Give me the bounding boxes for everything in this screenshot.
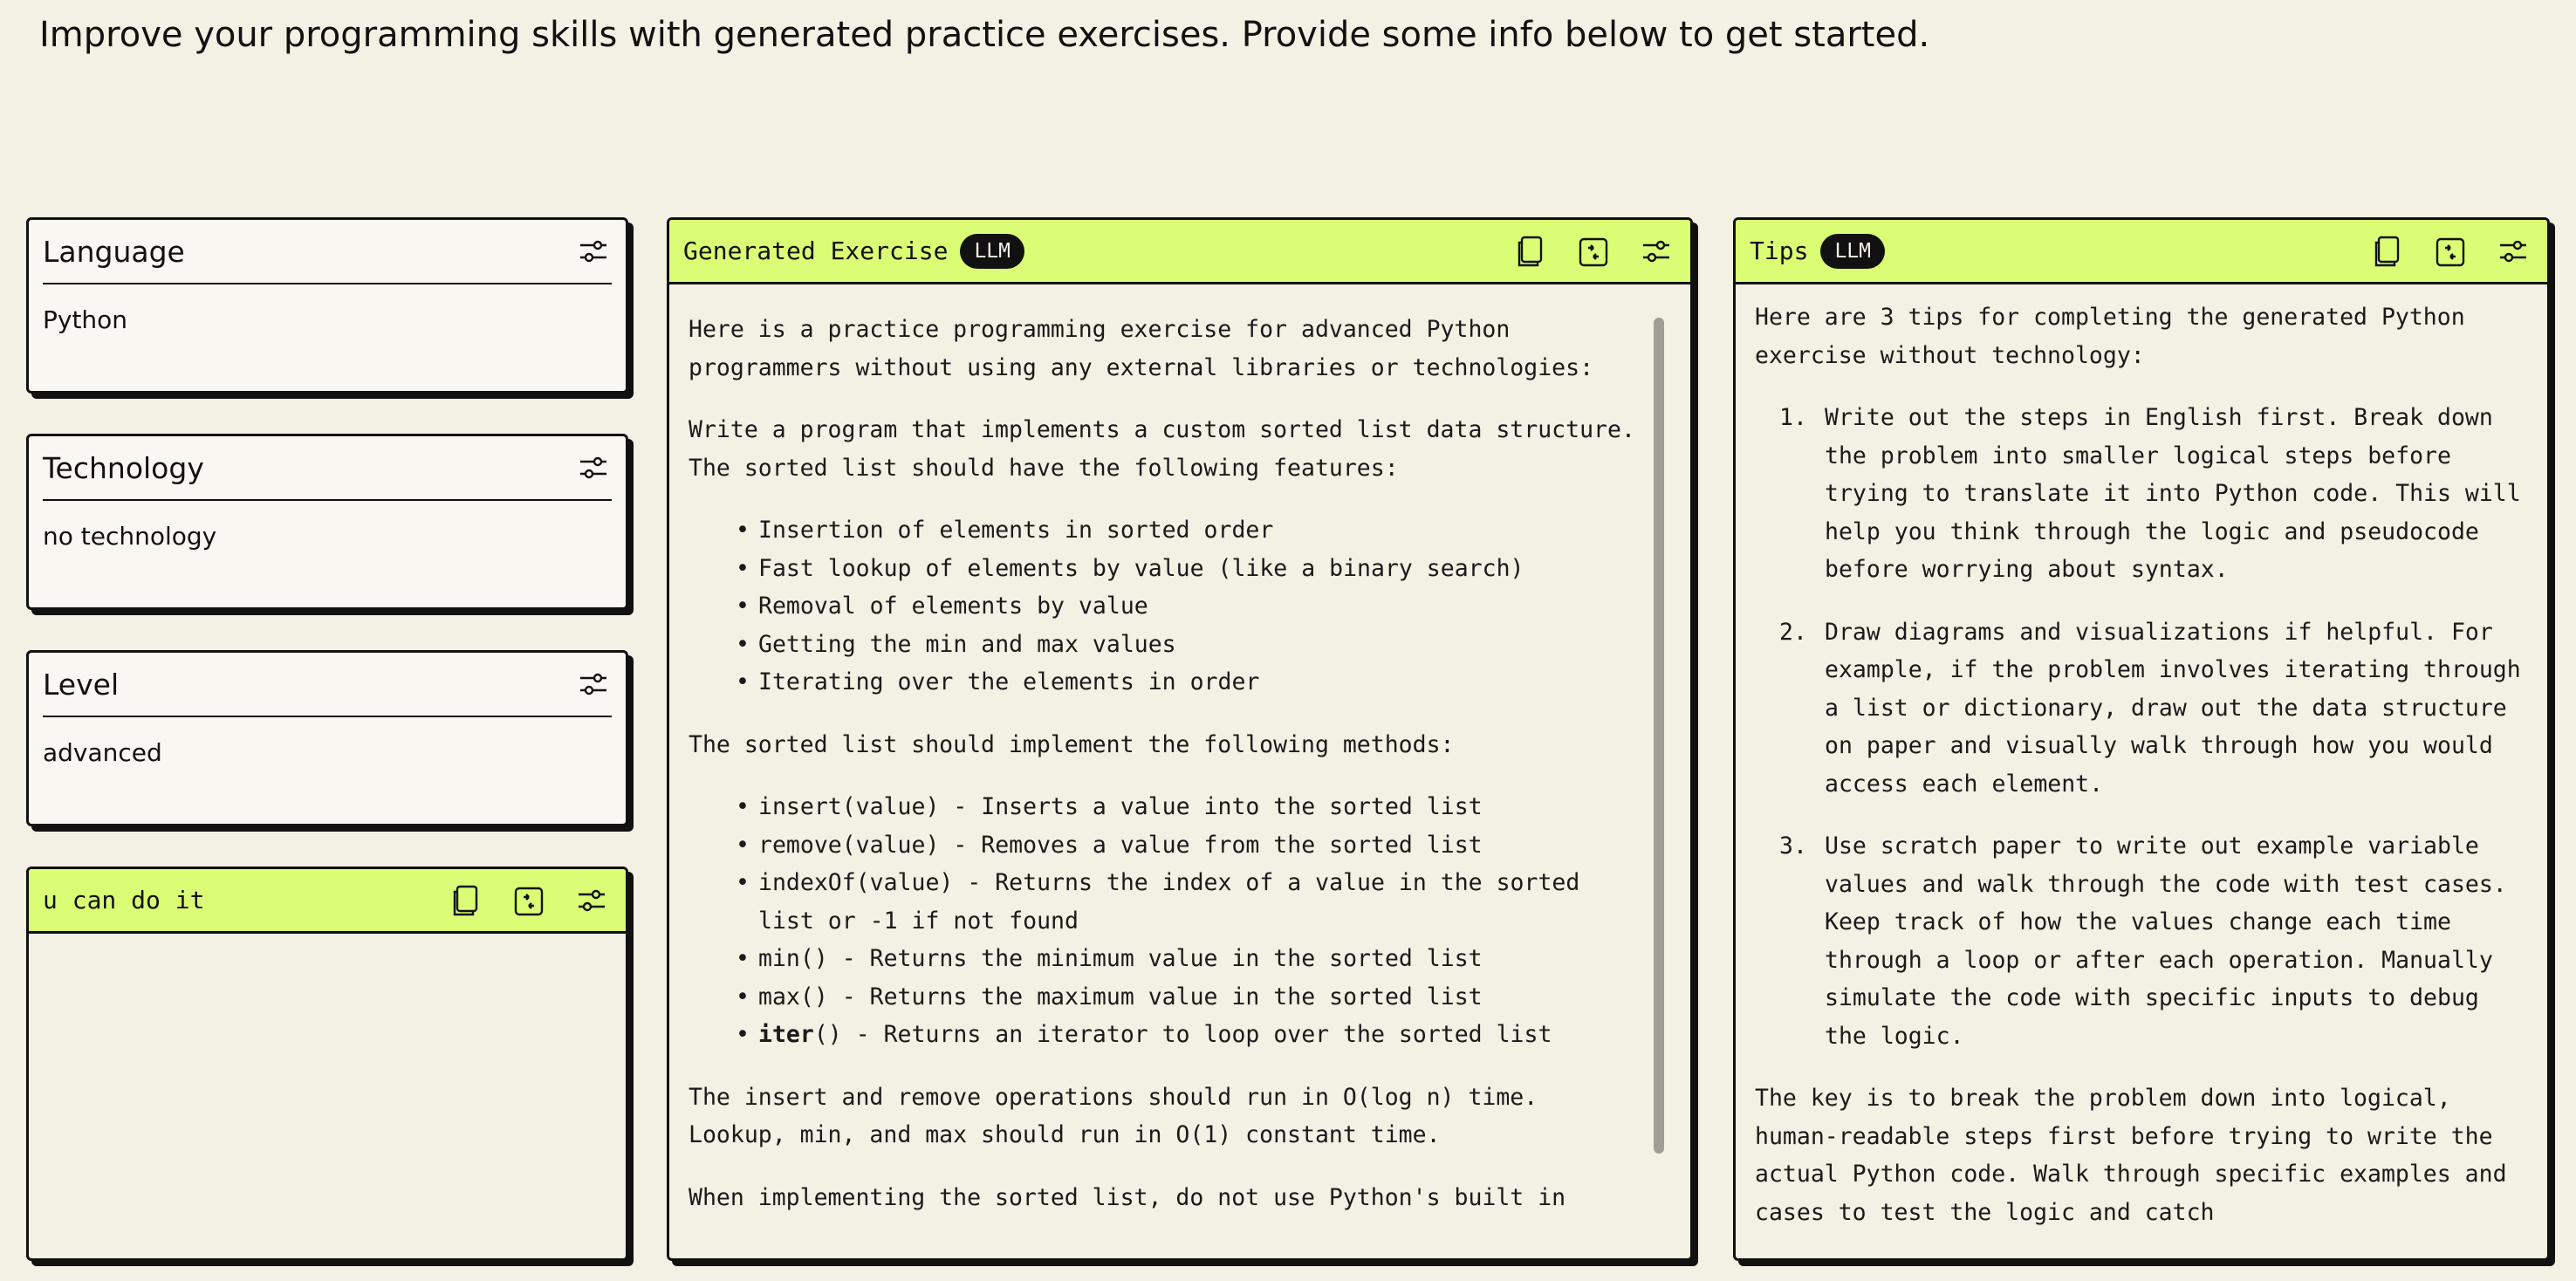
sliders-icon[interactable] <box>575 449 612 486</box>
regenerate-icon[interactable] <box>510 882 547 919</box>
list-item: • Getting the min and max values <box>736 626 1638 664</box>
copy-icon[interactable] <box>2369 233 2406 270</box>
exercise-intro: Here is a practice programming exercise for advanced Python programmers without using any external libraries or technologies: <box>689 316 1594 381</box>
tip-text: Use scratch paper to write out example variable values and walk through the code with test cases. Keep track of how the values change each time through a loop or after each operation. Manually simulate the code with specific inputs to debug the logic. <box>1825 832 2507 1050</box>
methods-intro: The sorted list should implement the following methods: <box>689 730 1455 758</box>
language-card <box>26 217 628 394</box>
technology-card <box>26 434 628 610</box>
tip-number: 3. <box>1779 832 1807 860</box>
list-item <box>1779 613 2521 804</box>
sliders-icon[interactable] <box>575 666 612 702</box>
regenerate-icon[interactable] <box>2432 233 2469 270</box>
method-list <box>736 788 1638 1054</box>
sliders-icon[interactable] <box>575 233 612 270</box>
iter-bold: iter <box>758 1021 814 1048</box>
regenerate-icon[interactable] <box>1575 233 1612 270</box>
list-item: • insert(value) - Inserts a value into the sorted list <box>736 788 1638 826</box>
copy-icon[interactable] <box>448 882 484 919</box>
copy-icon[interactable] <box>1512 233 1549 270</box>
exercise-card <box>667 217 1693 1261</box>
scrollbar[interactable] <box>1654 318 1664 1154</box>
list-item <box>1779 827 2521 1055</box>
tips-title: Tips <box>1750 236 1809 265</box>
sliders-icon[interactable] <box>573 882 610 919</box>
list-item <box>736 1016 1638 1054</box>
feature-list <box>736 511 1638 702</box>
tips-list <box>1779 399 2521 1055</box>
motivation-title: u can do it <box>43 886 205 915</box>
sliders-icon[interactable] <box>1638 233 1675 270</box>
tips-card <box>1733 217 2550 1261</box>
level-value[interactable]: advanced <box>43 738 162 767</box>
list-item: • Insertion of elements in sorted order <box>736 511 1638 550</box>
list-item: • remove(value) - Removes a value from the sorted list <box>736 826 1638 865</box>
list-item: • Fast lookup of elements by value (like a binary search) <box>736 550 1638 588</box>
iter-rest: () - Returns an iterator to loop over the sorted list <box>813 1021 1552 1048</box>
exercise-task: Write a program that implements a custom sorted list data structure. The sorted list should have the following features: <box>689 416 1635 482</box>
tip-text: Draw diagrams and visualizations if helpful. For example, if the problem involves iterating through a list or dictionary, draw out the data structure on paper and visually walk through how you would access each element. <box>1825 618 2521 798</box>
tips-intro: Here are 3 tips for completing the generated Python exercise without technology: <box>1755 304 2465 369</box>
tip-text: Write out the steps in English first. Break down the problem into smaller logical steps before trying to translate it into Python code. This will help you think through the logic and pseudocode before worrying about syntax. <box>1825 404 2521 583</box>
list-item: • Removal of elements by value <box>736 587 1638 626</box>
motivation-card <box>26 867 628 1261</box>
exercise-closing: When implementing the sorted list, do not use Python's built in <box>689 1183 1566 1211</box>
tips-content <box>1736 284 2547 1231</box>
list-item <box>1779 399 2521 589</box>
intro-text: Improve your programming skills with generated practice exercises. Provide some info below to get started. <box>39 15 1930 55</box>
list-item: • indexOf(value) - Returns the index of a value in the sorted list or -1 if not found <box>736 864 1638 940</box>
language-label: Language <box>43 234 185 269</box>
exercise-complexity: The insert and remove operations should run in O(log n) time. Lookup, min, and max should run in O(1) constant time. <box>689 1083 1538 1148</box>
sliders-icon[interactable] <box>2495 233 2531 270</box>
llm-badge: LLM <box>1820 234 1885 269</box>
llm-badge: LLM <box>960 234 1024 269</box>
tips-closing: The key is to break the problem down into logical, human-readable steps first before trying to write the actual Python code. Walk through specific examples and cases to test the logic and catch <box>1755 1085 2507 1226</box>
list-item: • min() - Returns the minimum value in the sorted list <box>736 940 1638 978</box>
technology-value[interactable]: no technology <box>43 522 217 551</box>
list-item: • Iterating over the elements in order <box>736 663 1638 702</box>
exercise-title: Generated Exercise <box>683 236 949 265</box>
level-card <box>26 650 628 826</box>
list-item: • max() - Returns the maximum value in the sorted list <box>736 978 1638 1017</box>
tip-number: 2. <box>1779 618 1807 646</box>
technology-label: Technology <box>43 450 204 485</box>
exercise-content <box>669 284 1690 1216</box>
tip-number: 1. <box>1779 404 1807 431</box>
language-value[interactable]: Python <box>43 305 128 334</box>
level-label: Level <box>43 667 120 702</box>
